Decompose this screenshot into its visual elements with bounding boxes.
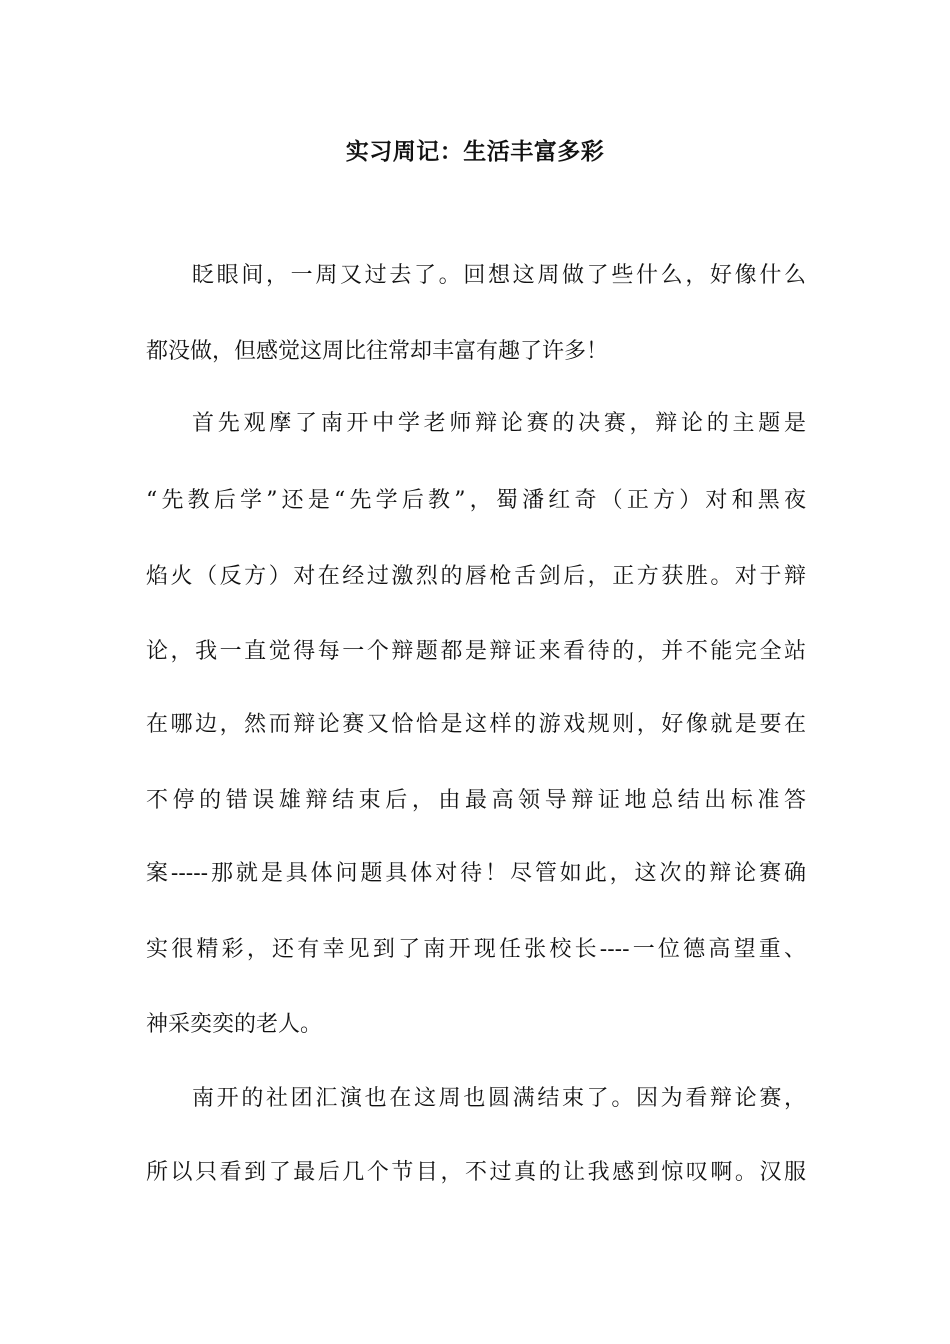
paragraph-line: 实很精彩，还有幸见到了南开现任张校长----一位德高望重、 <box>146 937 806 962</box>
paragraph-line: 南开的社团汇演也在这周也圆满结束了。因为看辩论赛， <box>192 1086 806 1111</box>
paragraph-line: 神采奕奕的老人。 <box>146 1012 323 1037</box>
paragraph-line: 在哪边，然而辩论赛又恰恰是这样的游戏规则，好像就是要在 <box>146 712 806 737</box>
paragraph-line: 都没做，但感觉这周比往常却丰富有趣了许多！ <box>146 339 609 364</box>
document-title: 实习周记：生活丰富多彩 <box>345 139 605 165</box>
paragraph-line: 案-----那就是具体问题具体对待！尽管如此，这次的辩论赛确 <box>146 861 806 886</box>
paragraph-line: 所以只看到了最后几个节目，不过真的让我感到惊叹啊。汉服 <box>146 1160 806 1185</box>
paragraph-line: 不停的错误雄辩结束后，由最高领导辩证地总结出标准答 <box>146 788 806 813</box>
paragraph-line: 眨眼间，一周又过去了。回想这周做了些什么，好像什么 <box>192 263 806 288</box>
paragraph-line: 焰火（反方）对在经过激烈的唇枪舌剑后，正方获胜。对于辩 <box>146 564 806 589</box>
paragraph-line: “先教后学”还是“先学后教”，蜀潘红奇（正方）对和黑夜 <box>146 488 806 513</box>
paragraph-line: 首先观摩了南开中学老师辩论赛的决赛，辩论的主题是 <box>192 411 806 436</box>
paragraph-line: 论，我一直觉得每一个辩题都是辩证来看待的，并不能完全站 <box>146 639 806 664</box>
